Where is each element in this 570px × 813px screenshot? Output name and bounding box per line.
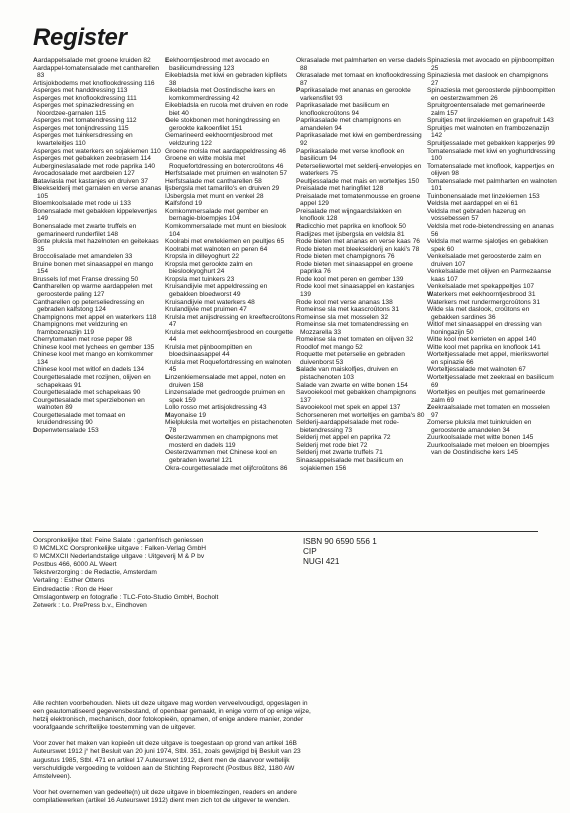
index-entry: Koolrabi met walnoten en peren 64 — [165, 245, 268, 253]
index-entry: Chinese kool met lychees en gember 135 — [33, 343, 155, 351]
index-entry: Romeinse sla met mosselen 32 — [296, 313, 388, 321]
index-entry: Krulsla met pijnboompitten en bloedsinaasappel 44 — [165, 343, 252, 359]
index-column — [165, 57, 295, 472]
index-entry: Peultjessalade met mais en worteltjes 150 — [296, 177, 420, 185]
imprint-line: © MCMXCII Nederlandstalige uitgave : Uitgeverij M & P bv — [33, 553, 205, 561]
index-entry: IJsbergsla met munt en venkel 28 — [165, 192, 264, 200]
index-entry: Eikebladsla met kiwi en gebraden kipfilets 38 — [165, 72, 288, 87]
rights-notice — [33, 700, 318, 813]
index-entry: Linzenkiemensalade met appel, noten en druiven 158 — [165, 373, 286, 389]
imprint-block — [33, 537, 283, 610]
index-entry: Rode bieten met champignons 76 — [296, 253, 395, 261]
index-entry: Salade van maiskolfjes, druiven en pistachenoten 103 — [296, 366, 398, 381]
index-entry: Aardappelsalade met groene kruiden 82 — [33, 57, 151, 64]
index-entry: Eikebladsla en rucola met druiven en rode biet 40 — [165, 102, 289, 117]
index-entry: Witte kool met kerrieten en appel 140 — [427, 336, 537, 344]
index-entry: Courgettesalade met tomaat en kruidendressing 90 — [33, 411, 126, 427]
index-entry: Kropsla met gerookte zalm en bieslookyoghurt 24 — [165, 260, 253, 276]
index-entry: Asperges met spinaziedressing en Noordzee-garnalen 115 — [33, 102, 134, 117]
index-entry: Lollo rosso met artisjokdressing 43 — [165, 404, 267, 412]
index-entry: Waterkers met eekhoorntjesbrood 31 — [427, 290, 536, 298]
index-entry: Paprikasalade met verse knoflook en basilicum 94 — [296, 147, 405, 163]
index-entry: Witte kool met paprika en knoflook 141 — [427, 343, 541, 351]
index-entry: Eekhoorntjesbrood met avocado en basilicumdressing 123 — [165, 57, 270, 72]
index-entry: Sinaasappelsalade met basilicum en sojakiemen 156 — [296, 456, 404, 472]
index-entry: Courgettesalade met sperziebonen en walnoten 89 — [33, 396, 145, 412]
index-entry: Spruitjes met walnoten en frambozenazijn 142 — [427, 124, 550, 140]
index-entry: Paprikasalade met basilicum en knoflookcroûtons 94 — [296, 102, 390, 117]
index-entry: Eikebladsla met Oostindische kers en komkommerdressing 42 — [165, 87, 275, 102]
index-entry: Oesterzwammen met Chinese kool en gebraden kwartel 121 — [165, 449, 277, 464]
index-entry: Groene molsla met aardappeldressing 46 — [165, 147, 286, 155]
index-entry: Asperges met tomatendressing 112 — [33, 117, 137, 125]
imprint-line: Tekstverzorging : de Redactie, Amsterdam — [33, 569, 157, 577]
index-entry: Selderij met rode biet 72 — [296, 441, 368, 449]
index-entry: Kropsla met tuinkers 23 — [165, 275, 235, 283]
index-entry: Rode bieten met sinaasappel en groene paprika 76 — [296, 260, 413, 276]
index-entry: Ijsbergsla met tamarillo's en druiven 29 — [165, 185, 280, 193]
imprint-line: Postbus 466, 6000 AL Weert — [33, 561, 117, 569]
index-entry: Asperges met tonijndressing 115 — [33, 124, 129, 132]
index-entry: Brussels lof met Franse dressing 50 — [33, 275, 139, 283]
index-entry: Radicchio met paprika en knoflook 50 — [296, 223, 406, 231]
index-entry: Selderij-aardappelsalade met rode-bietendressing 73 — [296, 419, 399, 434]
imprint-line: Oorspronkelijke titel: Feine Salate : gartenfrisch geniessen — [33, 537, 204, 544]
index-entry: Asperges met waterkers en sojakiemen 110 — [33, 147, 161, 155]
index-entry: Chinese kool met mango en komkommer 134 — [33, 351, 154, 366]
index-entry: Bonensalade met gebakken kippelevertjes 149 — [33, 207, 157, 223]
page-title: Register — [33, 24, 127, 51]
index-entry: Roquette met peterselie en gebraden duivenborst 53 — [296, 351, 405, 366]
index-entry: Venkelsalade met olijven en Parmezaanse kaas 107 — [427, 268, 552, 283]
index-entry: Spinaziesla met geroosterde pijnboompitten en oesterzwammen 26 — [427, 87, 556, 102]
index-entry: Asperges met tuinkersdressing en kwarteleitjes 110 — [33, 132, 133, 148]
index-entry: Paprikasalade met champignons en amandelen 94 — [296, 117, 401, 132]
index-entry: Paprikasalade met kiwi en gemberdressing 92 — [296, 132, 422, 148]
index-entry: Linzensalade met gedroogde pruimen en spek 159 — [165, 389, 285, 404]
index-entry: Champignons met appel en waterkers 118 — [33, 313, 157, 321]
index-entry: Kropsla in dilleyoghurt 22 — [165, 253, 240, 261]
index-entry: Paprikasalade met ananas en gerookte varkensfilet 93 — [296, 87, 411, 102]
index-entry: Koolrabi met erwtekiemen en peultjes 65 — [165, 238, 285, 246]
isbn-line: NUGI 421 — [303, 557, 340, 567]
rights-paragraph: Alle rechten voorbehouden. Niets uit deze uitgave mag worden verveelvoudigd, opgeslagen in een geautomatiseerd gegevensbestand, of openbaar gemaakt, in enige vorm of op enige wijze, hetzij elektronisch, mechanisch, door fotokopieën, opnamen, of enige andere manier, zonder voorafgaande schriftelijke toestemming van de uitgever. — [33, 700, 311, 732]
index-entry: Zuurkoolsalade met meloen en bloempjes van de Oostindische kers 145 — [427, 441, 550, 457]
index-entry: Asperges met knoflookdressing 111 — [33, 94, 137, 102]
index-entry: Dopenwtensalade 153 — [33, 426, 99, 434]
index-entry: Gele stokbonen met honingdressing en gerookte kalkoenfilet 151 — [165, 117, 280, 132]
index-entry: Asperges met gebakken zeebrasem 114 — [33, 155, 151, 163]
index-entry: Bruine bonen met sinaasappel en mango 154 — [33, 260, 154, 276]
index-entry: Wilde sla met daslook, croûtons en gebakken sardines 36 — [427, 306, 530, 321]
index-entry: Groene en witte molsla met Roquefortdressing en botercroûtons 46 — [165, 155, 284, 170]
index-entry: Veldsla met warme sjalotjes en gebakken spek 60 — [427, 238, 548, 253]
index-entry: Cantharellen op peterseliedressing en gebraden kalfstong 124 — [33, 298, 145, 314]
index-entry: Zuurkoolsalade met witte bonen 145 — [427, 434, 534, 442]
index-entry: Krulsla met eekhoorntjesbrood en courgette 44 — [165, 328, 293, 344]
index-entry: Herfstsalade met pruimen en walnoten 57 — [165, 170, 288, 178]
index-entry: Krulsla met Roquefortdressing en walnoten 45 — [165, 358, 292, 374]
index-entry: Krulsla met anijsdressing en kreeftecroûtons 47 — [165, 313, 295, 329]
index-entry: Okra-courgettesalade met olijfcroûtons 86 — [165, 464, 288, 472]
index-entry: Asperges met handdressing 113 — [33, 87, 128, 95]
index-entry: Salade van zwarte en witte bonen 154 — [296, 381, 408, 389]
index-entry: Venkelsalade met spekappeltjes 107 — [427, 283, 535, 291]
index-entry: Bleekselderij met garnalen en verse ananas 105 — [33, 185, 162, 200]
index-entry: Bloemkoolsalade met rode ui 133 — [33, 200, 131, 208]
index-entry: Tomatensalade met kiwi en yoghurtdressing 100 — [427, 147, 556, 163]
index-entry: Worteltjessalade met appel, mierikswortel en spinazie 66 — [427, 351, 549, 366]
index-entry: Chinese kool met witlof en dadels 134 — [33, 366, 145, 374]
imprint-line: Eindredactie : Ron de Heer — [33, 585, 113, 593]
index-entry: Gemarineerd eekhoorntjesbrood met veldzuring 122 — [165, 132, 273, 148]
rights-paragraph: Voor het overnemen van gedeelte(n) uit deze uitgave in bloemlezingen, readers en andere compilatiewerken (artikel 16 Auteurswet 1912) dient men zich tot de uitgever te wenden. — [33, 788, 297, 804]
index-entry: Cantharellen op warme aardappelen met geroosterde paling 127 — [33, 283, 153, 298]
index-entry: Worteltjessalade met zeekraal en basilicum 69 — [427, 373, 554, 389]
index-entry: Spruitjes met linzekiemen en grapefruit 143 — [427, 117, 554, 125]
index-entry: Savooiekool met spek en appel 137 — [296, 404, 401, 412]
index-column — [33, 57, 163, 434]
index-entry: Kalfsfond 19 — [165, 200, 203, 208]
index-entry: Venkelsalade met geroosterde zalm en druiven 107 — [427, 253, 541, 268]
index-entry: Veldsla met aardappel en ei 61 — [427, 200, 518, 208]
imprint-line: Zetwerk : t.o. PrePress b.v., Eindhoven — [33, 601, 147, 609]
rights-paragraph: Voor zover het maken van kopieën uit deze uitgave is toegestaan op grond van artikel 16B Auteurswet 1912 j° het Besluit van 20 juni 1974, Stbl. 351, zoals gewijzigd bij Besluit van 23 augustus 1985, Stbl. 471 en artikel 17 Auteurswet 1912, dient men de daarvoor wettelijk verschuldigde vergoeding te voldoen aan de Stichting Reprorecht (Postbus 882, 1180 AW Amstelveen). — [33, 740, 301, 780]
index-column — [427, 57, 557, 457]
index-entry: Selderij met zwarte truffels 71 — [296, 449, 383, 457]
index-entry: Romeinse sla met tomatendressing en Mozzarella 33 — [296, 321, 409, 336]
index-entry: Veldsla met gebraden hazerug en vossebessen 57 — [427, 207, 526, 223]
index-entry: Waterkers met rundermergcroûtons 31 — [427, 298, 540, 306]
index-entry: Spinaziesla met daslook en champignons 27 — [427, 72, 549, 87]
index-entry: Avocadosalade met aardbeien 127 — [33, 170, 135, 178]
index-entry: Worteltjessalade met walnoten 67 — [427, 366, 526, 374]
index-entry: Spruitjessalade met gebakken kapperjes 99 — [427, 140, 555, 148]
index-entry: Oesterzwammen en champignons met mosterd en dadels 119 — [165, 434, 278, 449]
index-entry: Komkommersalade met gember en bernagie-bloempjes 104 — [165, 207, 268, 223]
index-entry: Broccolisalade met amandelen 33 — [33, 253, 133, 261]
imprint-line: © MCMLXC Oorspronkelijke uitgave : Falken-Verlag GmbH — [33, 545, 207, 553]
index-entry: Witlof met sinaasappel en dressing van honingazijn 50 — [427, 321, 542, 336]
index-entry: Rode kool met sinaasappel en kastanjes 139 — [296, 283, 415, 298]
index-entry: Bataviasla met kastanjes en druiven 37 — [33, 177, 149, 185]
index-entry: Spruitgroentensalade met gemarineerde zalm 157 — [427, 102, 546, 117]
index-entry: Mielpluksla met worteltjes en pistachenoten 78 — [165, 419, 293, 434]
index-entry: Spinaziesla met avocado en pijnboompitten 25 — [427, 57, 555, 72]
index-entry: Selderij met appel en paprika 72 — [296, 434, 391, 442]
index-entry: Peterseliewortel met selderij-envelopjes en waterkers 75 — [296, 162, 422, 178]
index-entry: Champignons met veldzuring en frambozenazijn 119 — [33, 321, 128, 336]
index-entry: Cherrytomaten met rose peper 98 — [33, 336, 132, 344]
index-entry: Aardappel-tomatensalade met cantharellen 83 — [33, 64, 160, 80]
index-entry: Preisalade met haringfilet 128 — [296, 185, 384, 193]
index-entry: Zeekraalsalade met tomaten en mosselen 97 — [427, 404, 550, 419]
index-entry: Tomatensalade met knoflook, kappertjes en olijven 98 — [427, 162, 555, 178]
divider — [33, 531, 538, 532]
index-entry: Okrasalade met tomaat en knoflookdressing 87 — [296, 72, 426, 87]
index-entry: Rode bieten met ananas en verse kaas 76 — [296, 238, 420, 246]
index-entry: Worteltjes en peultjes met gemarineerde zalm 69 — [427, 389, 546, 404]
index-entry: Veldsla met rode-bietendressing en ananas 56 — [427, 223, 554, 238]
index-entry: Bonte pluksla met hazelnoten en geitekaas 35 — [33, 238, 159, 253]
index-entry: Artisjokbodems met knoflookdressing 116 — [33, 79, 155, 87]
isbn-line: CIP — [303, 547, 317, 557]
index-entry: Rode bieten met bleekselderij en kaki's 78 — [296, 245, 420, 253]
imprint-line: Omslagontwerp en fotografie : TLC-Foto-Studio GmbH, Bocholt — [33, 593, 219, 601]
index-entry: Radijzes met ijsbergsla en veldsla 81 — [296, 230, 405, 238]
index-entry: Herfstsalade met cantharellen 58 — [165, 177, 262, 185]
index-entry: Romeinse sla met kaascroûtons 31 — [296, 306, 399, 314]
index-entry: Kruisandijvie met appeldressing en gebakken bloedworst 49 — [165, 283, 268, 298]
index-entry: Tuinbonensalade met linzekiemen 153 — [427, 192, 540, 200]
imprint-line: Vertaling : Esther Ottens — [33, 577, 105, 585]
index-column — [296, 57, 426, 472]
index-entry: Courgettesalade met schapekaas 90 — [33, 389, 141, 397]
index-entry: Bonensalade met zwarte truffels en gemarineerd runderfilet 148 — [33, 223, 137, 238]
index-entry: Savooiekool met gebakken champignons 137 — [296, 389, 417, 404]
index-entry: Okrasalade met palmharten en verse dadels 88 — [296, 57, 426, 72]
index-entry: Komkommersalade met munt en bieslook 104 — [165, 223, 287, 238]
isbn-block — [303, 537, 453, 568]
index-entry: Courgettesalade met rozijnen, olijven en schapekaas 91 — [33, 373, 151, 389]
index-entry: Romeinse sla met tomaten en olijven 32 — [296, 336, 414, 344]
index-entry: Krulandijvie met pruimen 47 — [165, 306, 247, 314]
index-entry: Zomerse pluksla met tuinkruiden en geroosterde amandelen 34 — [427, 419, 532, 434]
index-entry: Schorseneren met worteltjes en gamba's 80 — [296, 411, 425, 419]
index-entry: Rode kool met peren en gember 139 — [296, 275, 404, 283]
index-entry: Kruisandijvie met waterkers 48 — [165, 298, 255, 306]
index-entry: Rode kool met verse ananas 138 — [296, 298, 393, 306]
index-entry: Tomatensalade met palmharten en walnoten 101 — [427, 177, 557, 193]
index-entry: Preisalade met wijngaardslakken en knoflook 128 — [296, 207, 402, 223]
index-entry: Preisalade met tomatenmousse en groene appel 129 — [296, 192, 421, 208]
isbn-line: ISBN 90 6590 556 1 — [303, 537, 377, 546]
index-entry: Aubergineslasalade met rode paprika 140 — [33, 162, 156, 170]
index-entry: Roodlof met mango 52 — [296, 343, 363, 351]
index-entry: Mayonaise 19 — [165, 411, 207, 419]
